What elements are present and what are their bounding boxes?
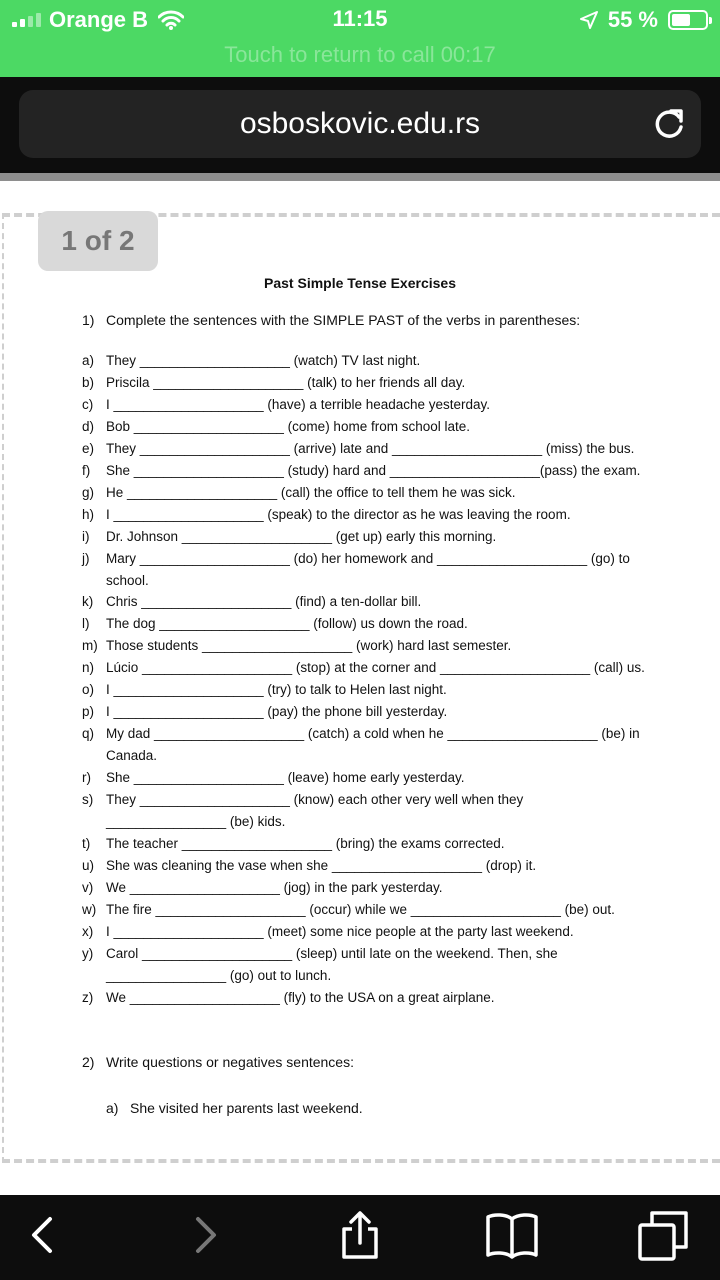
item-text: I ____________________ (try) to talk to Helen last night. xyxy=(106,682,447,698)
exercise-item xyxy=(0,375,720,395)
reload-icon[interactable] xyxy=(651,107,687,143)
item-text: They ____________________ (arrive) late and ____________________ (miss) the bus. xyxy=(106,440,635,456)
exercise-item xyxy=(0,726,720,746)
exercise-item xyxy=(0,682,720,702)
tabs-button[interactable] xyxy=(634,1209,694,1261)
exercise-item xyxy=(0,968,720,988)
item-label: x) xyxy=(82,923,94,939)
exercise-item xyxy=(0,792,720,812)
page-load-divider xyxy=(0,173,720,181)
clock: 11:15 xyxy=(332,6,388,31)
page-indicator: 1 of 2 xyxy=(38,211,158,271)
item-label: m) xyxy=(82,638,98,654)
exercise-item xyxy=(0,551,720,571)
url-text[interactable]: osboskovic.edu.rs xyxy=(239,107,481,140)
battery-icon xyxy=(668,10,708,30)
item-label: p) xyxy=(82,704,95,720)
item-label: r) xyxy=(82,770,91,786)
item-text: ________________ (be) kids. xyxy=(106,813,286,829)
item-text: Chris ____________________ (find) a ten-dollar bill. xyxy=(106,594,422,610)
tabs-icon[interactable] xyxy=(634,1209,694,1261)
item-text: They ____________________ (know) each other very well when they xyxy=(106,792,524,807)
item-text: Bob ____________________ (come) home from school late. xyxy=(106,418,470,434)
exercise-item xyxy=(0,748,720,768)
share-button[interactable] xyxy=(330,1209,390,1261)
exercise-item xyxy=(0,814,720,834)
item-label: i) xyxy=(82,528,90,544)
item-label: l) xyxy=(82,616,90,632)
item-text: The teacher ____________________ (bring) the exams corrected. xyxy=(106,835,505,851)
item-label: q) xyxy=(82,726,95,742)
bookmarks-button[interactable] xyxy=(482,1209,542,1261)
back-icon[interactable] xyxy=(14,1209,74,1261)
exercise-item xyxy=(0,353,720,373)
carrier-name: Orange B xyxy=(49,7,149,32)
item-label: u) xyxy=(82,857,95,873)
exercise-item xyxy=(0,419,720,439)
exercise-item xyxy=(0,397,720,417)
item-text: Dr. Johnson ____________________ (get up) early this morning. xyxy=(106,528,497,544)
browser-header xyxy=(0,77,720,173)
share-icon[interactable] xyxy=(330,1209,390,1261)
item-text: I ____________________ (pay) the phone bill yesterday. xyxy=(106,704,448,720)
item-label: e) xyxy=(82,440,95,456)
exercise-item xyxy=(0,594,720,614)
item-label: n) xyxy=(82,660,95,676)
exercise-item xyxy=(0,616,720,636)
item-text: We ____________________ (jog) in the park yesterday. xyxy=(106,879,443,895)
item-text: Lúcio ____________________ (stop) at the corner and ____________________ (call) us. xyxy=(106,660,645,676)
item-text: The dog ____________________ (follow) us down the road. xyxy=(106,616,468,632)
forward-button[interactable] xyxy=(174,1209,234,1261)
item-label: f) xyxy=(82,462,91,478)
item-label: a) xyxy=(82,353,95,368)
item-text: Carol ____________________ (sleep) until late on the weekend. Then, she xyxy=(106,945,558,961)
exercise-item xyxy=(0,770,720,790)
battery-percent: 55 % xyxy=(607,7,658,32)
section-number: 2) xyxy=(82,1054,95,1070)
back-button[interactable] xyxy=(14,1209,74,1261)
item-label: c) xyxy=(82,396,94,412)
item-text: school. xyxy=(106,572,149,588)
status-right xyxy=(580,6,708,34)
item-label: k) xyxy=(82,594,94,610)
exercise-item xyxy=(0,902,720,922)
item-text: She ____________________ (study) hard and ____________________(pass) the exam. xyxy=(106,462,641,478)
item-text: I ____________________ (speak) to the director as he was leaving the room. xyxy=(106,506,571,522)
item-label: s) xyxy=(82,792,94,807)
item-label: h) xyxy=(82,506,95,522)
exercise-item xyxy=(0,704,720,724)
exercise-item xyxy=(0,507,720,527)
item-text: Those students ____________________ (work) hard last semester. xyxy=(106,638,512,654)
location-icon xyxy=(580,11,598,29)
forward-icon[interactable] xyxy=(174,1209,234,1261)
bookmarks-icon[interactable] xyxy=(482,1209,542,1261)
item-label: b) xyxy=(82,374,95,390)
address-bar[interactable] xyxy=(19,90,701,158)
item-label: z) xyxy=(82,989,94,1005)
item-label: d) xyxy=(82,418,95,434)
item-label: w) xyxy=(82,901,97,917)
item-label: v) xyxy=(82,879,94,895)
item-text: I ____________________ (meet) some nice people at the party last weekend. xyxy=(106,923,574,939)
exercise-item xyxy=(0,924,720,944)
exercise-item xyxy=(0,660,720,680)
item-label: g) xyxy=(82,484,95,500)
call-banner[interactable]: Touch to return to call 00:17 xyxy=(224,42,496,67)
item-text: Canada. xyxy=(106,748,158,764)
battery-level xyxy=(672,14,690,26)
item-label: t) xyxy=(82,835,91,851)
exercise-item xyxy=(0,638,720,658)
document-title: Past Simple Tense Exercises xyxy=(264,275,456,291)
browser-toolbar xyxy=(0,1195,720,1280)
item-text: My dad ____________________ (catch) a cold when he ____________________ (be) in xyxy=(106,726,640,742)
item-text: They ____________________ (watch) TV last night. xyxy=(106,353,421,368)
exercise-item xyxy=(0,485,720,505)
item-text: She visited her parents last weekend. xyxy=(130,1100,363,1116)
item-text: She was cleaning the vase when she ____________________ (drop) it. xyxy=(106,857,537,873)
item-text: He ____________________ (call) the office to tell them he was sick. xyxy=(106,484,516,500)
section-instruction: Write questions or negatives sentences: xyxy=(106,1054,354,1070)
item-text: She ____________________ (leave) home early yesterday. xyxy=(106,770,465,786)
item-label: j) xyxy=(82,550,90,566)
exercise-item xyxy=(0,573,720,593)
document-viewer[interactable] xyxy=(0,181,720,1195)
status-bar xyxy=(0,0,720,77)
item-label: a) xyxy=(106,1100,119,1116)
section-number: 1) xyxy=(82,312,95,328)
exercise-item xyxy=(0,946,720,966)
exercise-item xyxy=(0,463,720,483)
item-text: Mary ____________________ (do) her homework and ____________________ (go) to xyxy=(106,550,630,566)
item-label: o) xyxy=(82,682,95,698)
section-instruction: Complete the sentences with the SIMPLE PAST of the verbs in parentheses: xyxy=(106,312,581,328)
item-text: The fire ____________________ (occur) while we ____________________ (be) out. xyxy=(106,901,615,917)
item-label: y) xyxy=(82,945,94,961)
item-text: Priscila ____________________ (talk) to her friends all day. xyxy=(106,374,466,390)
exercise-item xyxy=(0,858,720,878)
item-text: We ____________________ (fly) to the USA on a great airplane. xyxy=(106,989,495,1005)
item-text: I ____________________ (have) a terrible headache yesterday. xyxy=(106,396,491,412)
exercise-item xyxy=(0,836,720,856)
exercise-item xyxy=(0,990,720,1010)
exercise-item xyxy=(0,441,720,461)
exercise-item xyxy=(0,529,720,549)
item-text: ________________ (go) out to lunch. xyxy=(106,967,332,983)
exercise-item xyxy=(0,880,720,900)
